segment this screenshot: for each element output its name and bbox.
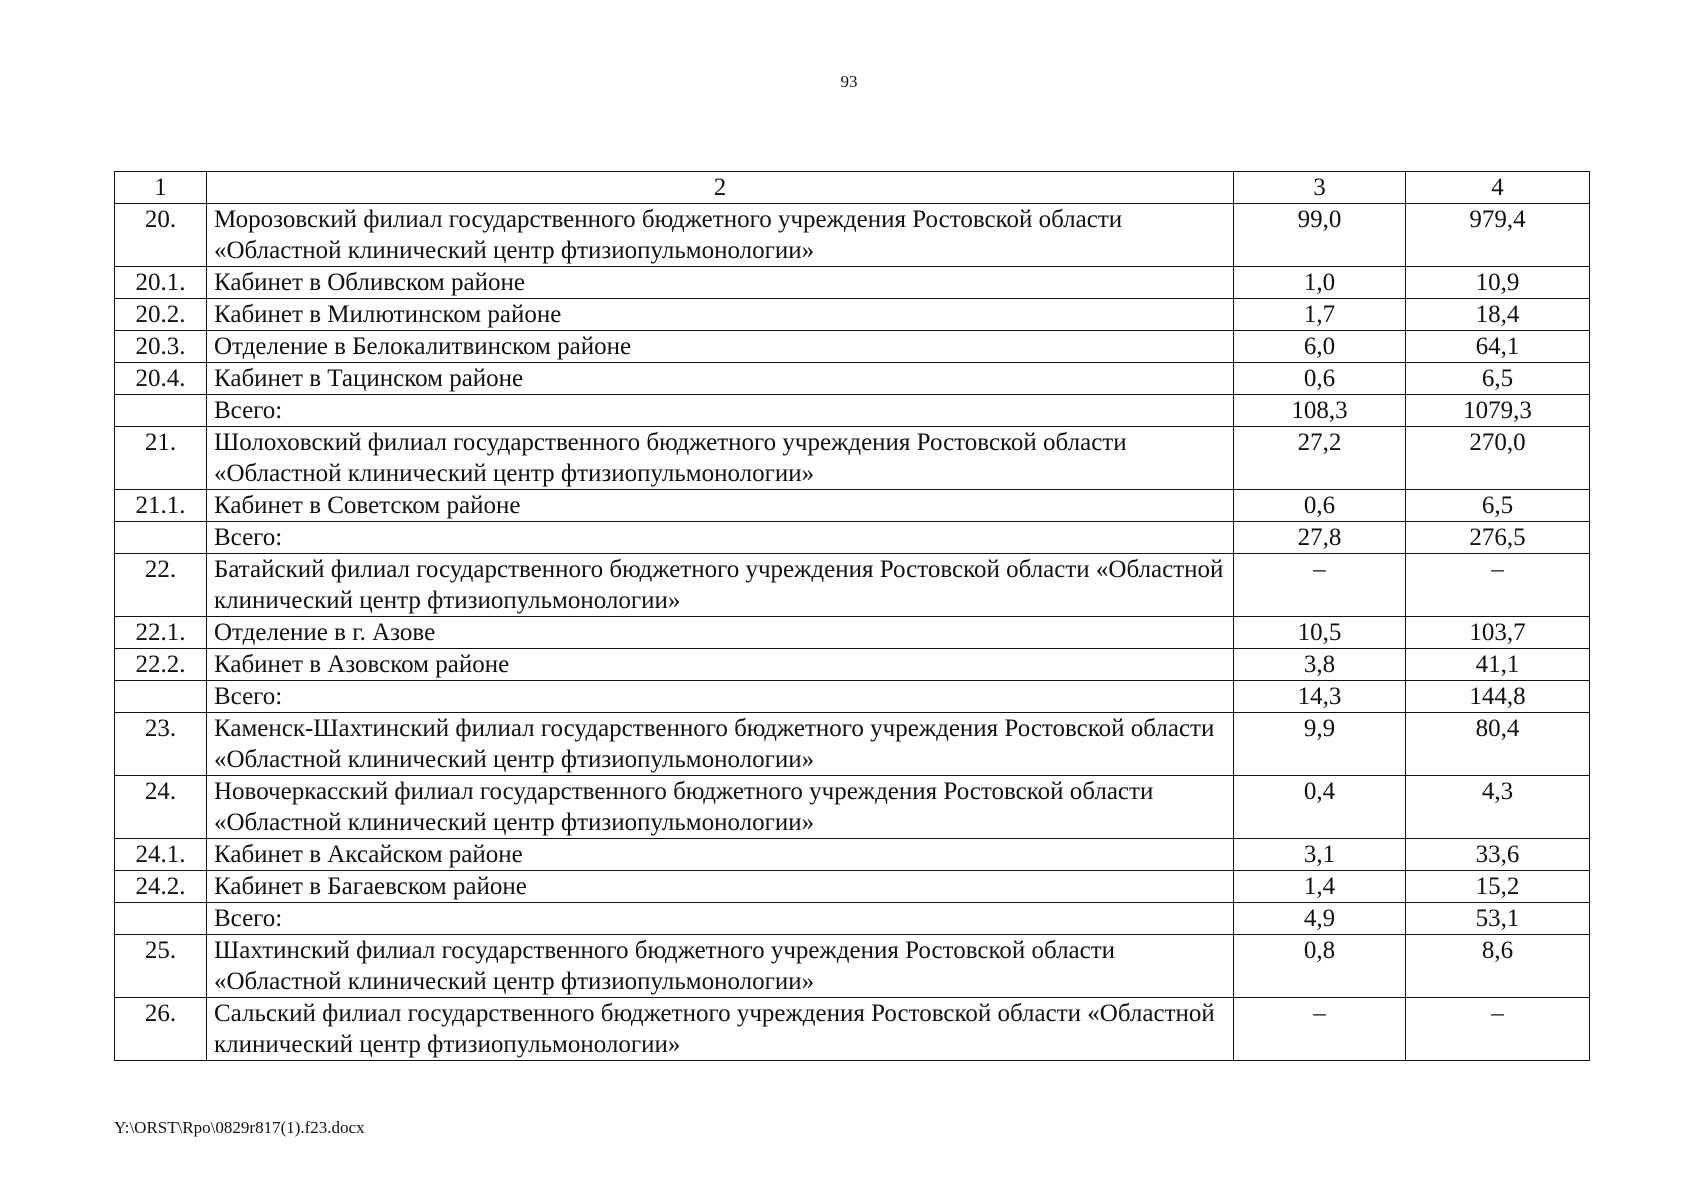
row-name-cell: Шолоховский филиал государственного бюджетного учреждения Ростовской области «Областной клинический центр фтизиопульмонологии» [207, 427, 1234, 490]
row-value-col3-cell: 9,9 [1234, 713, 1406, 776]
table-row [115, 363, 1590, 395]
row-number-cell [115, 522, 207, 554]
row-number-cell: 22.2. [115, 649, 207, 681]
table-header-row [115, 172, 1590, 204]
table-row [115, 617, 1590, 649]
row-name-cell: Кабинет в Обливском районе [207, 267, 1234, 299]
row-number-cell: 22. [115, 554, 207, 617]
column-header-4: 4 [1406, 172, 1590, 204]
row-name-cell: Морозовский филиал государственного бюджетного учреждения Ростовской области «Областной клинический центр фтизиопульмонологии» [207, 204, 1234, 267]
table-row [115, 649, 1590, 681]
column-header-2: 2 [207, 172, 1234, 204]
row-name-cell: Всего: [207, 522, 1234, 554]
row-number-cell [115, 395, 207, 427]
row-value-col3-cell: 1,7 [1234, 299, 1406, 331]
row-name-cell: Батайский филиал государственного бюджетного учреждения Ростовской области «Областной клинический центр фтизиопульмонологии» [207, 554, 1234, 617]
row-value-col3-cell: 3,1 [1234, 839, 1406, 871]
row-value-col4-cell: – [1406, 998, 1590, 1061]
table-row [115, 490, 1590, 522]
row-value-col4-cell: 80,4 [1406, 713, 1590, 776]
table-row [115, 871, 1590, 903]
row-name-cell: Отделение в Белокалитвинском районе [207, 331, 1234, 363]
row-value-col4-cell: 144,8 [1406, 681, 1590, 713]
row-value-col4-cell: 10,9 [1406, 267, 1590, 299]
row-value-col3-cell: 3,8 [1234, 649, 1406, 681]
row-value-col3-cell: 1,4 [1234, 871, 1406, 903]
data-table [114, 171, 1590, 1061]
table-row [115, 935, 1590, 998]
row-value-col4-cell: 4,3 [1406, 776, 1590, 839]
row-number-cell: 24. [115, 776, 207, 839]
table-row [115, 331, 1590, 363]
row-value-col3-cell: 108,3 [1234, 395, 1406, 427]
table-row [115, 998, 1590, 1061]
row-value-col4-cell: 15,2 [1406, 871, 1590, 903]
row-name-cell: Каменск-Шахтинский филиал государственного бюджетного учреждения Ростовской области «Областной клинический центр фтизиопульмонологии» [207, 713, 1234, 776]
row-name-cell: Кабинет в Советском районе [207, 490, 1234, 522]
row-name-cell: Новочеркасский филиал государственного бюджетного учреждения Ростовской области «Областной клинический центр фтизиопульмонологии» [207, 776, 1234, 839]
row-number-cell: 24.2. [115, 871, 207, 903]
row-name-cell: Шахтинский филиал государственного бюджетного учреждения Ростовской области «Областной клинический центр фтизиопульмонологии» [207, 935, 1234, 998]
row-value-col3-cell: 0,6 [1234, 490, 1406, 522]
row-number-cell [115, 903, 207, 935]
row-value-col4-cell: 979,4 [1406, 204, 1590, 267]
row-value-col4-cell: 33,6 [1406, 839, 1590, 871]
table-row [115, 903, 1590, 935]
row-number-cell: 20.4. [115, 363, 207, 395]
row-name-cell: Всего: [207, 903, 1234, 935]
table-row [115, 776, 1590, 839]
row-value-col4-cell: 64,1 [1406, 331, 1590, 363]
row-number-cell: 20. [115, 204, 207, 267]
page-number: 93 [840, 72, 858, 91]
row-value-col3-cell: 4,9 [1234, 903, 1406, 935]
row-number-cell [115, 681, 207, 713]
table-body [115, 204, 1590, 1061]
row-number-cell: 25. [115, 935, 207, 998]
row-value-col4-cell: 6,5 [1406, 363, 1590, 395]
column-header-1: 1 [115, 172, 207, 204]
column-header-3: 3 [1234, 172, 1406, 204]
row-name-cell: Кабинет в Багаевском районе [207, 871, 1234, 903]
row-number-cell: 23. [115, 713, 207, 776]
row-value-col4-cell: 18,4 [1406, 299, 1590, 331]
table-row [115, 267, 1590, 299]
row-value-col4-cell: 276,5 [1406, 522, 1590, 554]
table-row [115, 681, 1590, 713]
row-value-col3-cell: 0,6 [1234, 363, 1406, 395]
row-number-cell: 21. [115, 427, 207, 490]
row-value-col3-cell: 0,8 [1234, 935, 1406, 998]
row-name-cell: Всего: [207, 681, 1234, 713]
table-row [115, 522, 1590, 554]
row-name-cell: Кабинет в Азовском районе [207, 649, 1234, 681]
table-row [115, 204, 1590, 267]
row-value-col3-cell: 6,0 [1234, 331, 1406, 363]
row-number-cell: 20.3. [115, 331, 207, 363]
table-row [115, 839, 1590, 871]
row-value-col4-cell: 41,1 [1406, 649, 1590, 681]
row-value-col3-cell: 27,8 [1234, 522, 1406, 554]
row-value-col4-cell: 1079,3 [1406, 395, 1590, 427]
row-number-cell: 20.2. [115, 299, 207, 331]
table-row [115, 427, 1590, 490]
row-number-cell: 24.1. [115, 839, 207, 871]
row-number-cell: 22.1. [115, 617, 207, 649]
row-value-col3-cell: 27,2 [1234, 427, 1406, 490]
row-name-cell: Всего: [207, 395, 1234, 427]
row-name-cell: Сальский филиал государственного бюджетного учреждения Ростовской области «Областной клинический центр фтизиопульмонологии» [207, 998, 1234, 1061]
row-value-col4-cell: – [1406, 554, 1590, 617]
row-value-col3-cell: 14,3 [1234, 681, 1406, 713]
row-value-col3-cell: 10,5 [1234, 617, 1406, 649]
footer-file-path: Y:\ORST\Rpo\0829r817(1).f23.docx [114, 1118, 365, 1137]
row-name-cell: Кабинет в Тацинском районе [207, 363, 1234, 395]
table-row [115, 713, 1590, 776]
row-name-cell: Кабинет в Милютинском районе [207, 299, 1234, 331]
row-value-col3-cell: 0,4 [1234, 776, 1406, 839]
row-name-cell: Кабинет в Аксайском районе [207, 839, 1234, 871]
row-value-col4-cell: 8,6 [1406, 935, 1590, 998]
row-value-col3-cell: 1,0 [1234, 267, 1406, 299]
table-row [115, 299, 1590, 331]
row-value-col4-cell: 270,0 [1406, 427, 1590, 490]
row-value-col4-cell: 53,1 [1406, 903, 1590, 935]
row-value-col3-cell: – [1234, 554, 1406, 617]
row-value-col3-cell: 99,0 [1234, 204, 1406, 267]
row-value-col3-cell: – [1234, 998, 1406, 1061]
row-value-col4-cell: 6,5 [1406, 490, 1590, 522]
row-number-cell: 20.1. [115, 267, 207, 299]
row-number-cell: 26. [115, 998, 207, 1061]
row-value-col4-cell: 103,7 [1406, 617, 1590, 649]
table-row [115, 554, 1590, 617]
row-name-cell: Отделение в г. Азове [207, 617, 1234, 649]
table-row [115, 395, 1590, 427]
row-number-cell: 21.1. [115, 490, 207, 522]
